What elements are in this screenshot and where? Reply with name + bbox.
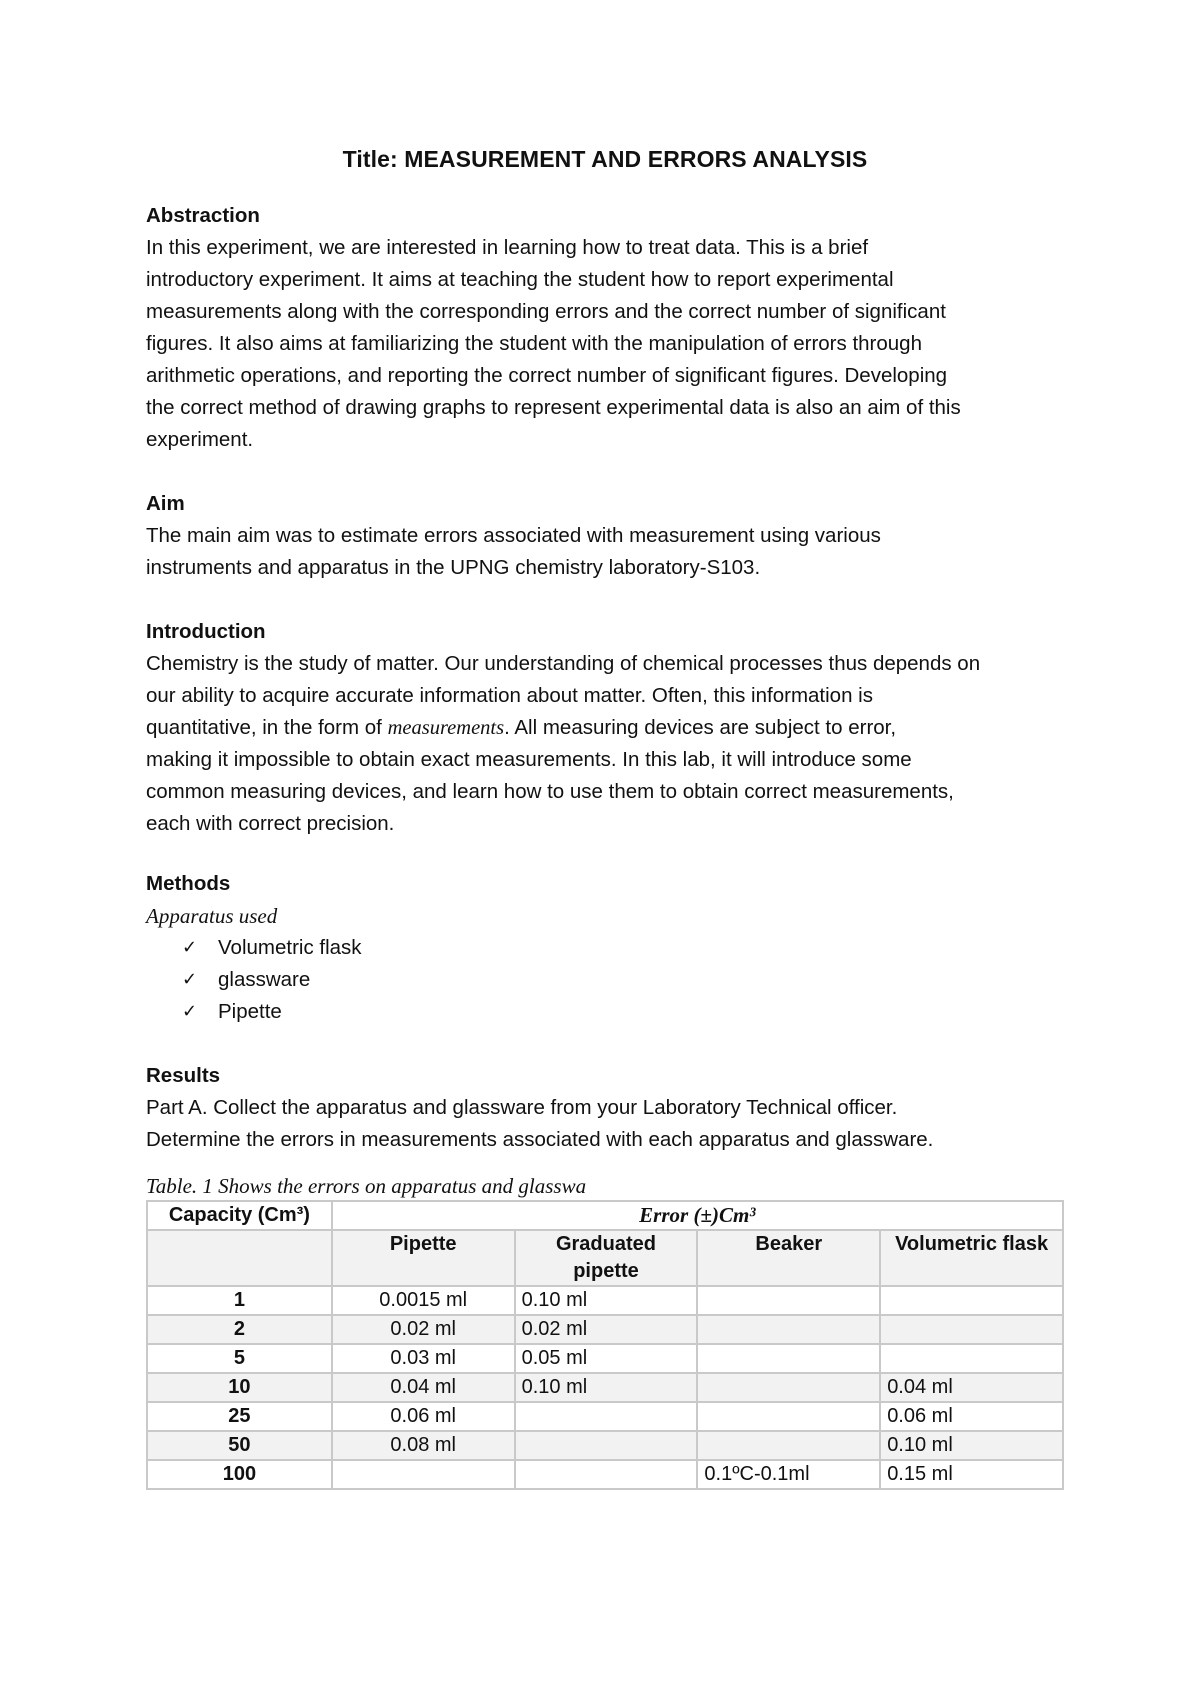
table-subheader-row — [147, 1230, 1063, 1286]
table-row — [147, 1402, 1063, 1431]
results-line: Determine the errors in measurements associated with each apparatus and glassware. — [146, 1128, 934, 1151]
table-row — [147, 1344, 1063, 1373]
introduction-line — [146, 712, 1064, 744]
table-row — [147, 1373, 1063, 1402]
volumetric-cell — [880, 1344, 1063, 1373]
list-item: ✓ Volumetric flask — [182, 932, 1064, 964]
pipette-cell: 0.02 ml — [332, 1315, 515, 1344]
error-header: Error (±)Cm³ — [332, 1201, 1063, 1230]
checkmark-icon: ✓ — [182, 1001, 198, 1022]
introduction-emphasis: measurements — [387, 717, 505, 739]
capacity-header: Capacity (Cm³) — [147, 1201, 332, 1230]
volumetric-cell: 0.10 ml — [880, 1431, 1063, 1460]
beaker-cell — [697, 1344, 880, 1373]
table-header-row — [147, 1201, 1063, 1230]
table-row — [147, 1315, 1063, 1344]
beaker-cell — [697, 1431, 880, 1460]
graduated-cell — [515, 1431, 698, 1460]
list-item: ✓ glassware — [182, 964, 1064, 996]
aim-heading: Aim — [146, 492, 185, 515]
introduction-line: common measuring devices, and learn how to use them to obtain correct measurements, — [146, 780, 954, 803]
beaker-cell: 0.1ºC-0.1ml — [697, 1460, 880, 1489]
results-line: Part A. Collect the apparatus and glassware from your Laboratory Technical officer. — [146, 1096, 898, 1119]
methods-section — [146, 868, 1064, 1028]
capacity-cell: 1 — [147, 1286, 332, 1315]
graduated-cell: 0.10 ml — [515, 1286, 698, 1315]
beaker-cell — [697, 1402, 880, 1431]
results-section — [146, 1060, 1064, 1156]
abstraction-line: arithmetic operations, and reporting the correct number of significant figures. Developing — [146, 364, 948, 387]
results-heading: Results — [146, 1064, 221, 1087]
aim-line: The main aim was to estimate errors associated with measurement using various — [146, 524, 881, 547]
abstraction-heading: Abstraction — [146, 204, 260, 227]
capacity-cell: 100 — [147, 1460, 332, 1489]
introduction-section — [146, 616, 1064, 840]
volumetric-cell: 0.15 ml — [880, 1460, 1063, 1489]
pipette-cell: 0.08 ml — [332, 1431, 515, 1460]
page-title: Title: MEASUREMENT AND ERRORS ANALYSIS — [342, 146, 868, 172]
pipette-cell — [332, 1460, 515, 1489]
graduated-cell: 0.02 ml — [515, 1315, 698, 1344]
checkmark-icon: ✓ — [182, 937, 198, 958]
capacity-cell: 50 — [147, 1431, 332, 1460]
capacity-cell: 10 — [147, 1373, 332, 1402]
beaker-cell — [697, 1373, 880, 1402]
abstraction-line: the correct method of drawing graphs to represent experimental data is also an aim of this — [146, 396, 961, 419]
capacity-cell: 2 — [147, 1315, 332, 1344]
volumetric-cell: 0.06 ml — [880, 1402, 1063, 1431]
volumetric-cell: 0.04 ml — [880, 1373, 1063, 1402]
pipette-cell: 0.0015 ml — [332, 1286, 515, 1315]
volumetric-cell — [880, 1286, 1063, 1315]
introduction-text: quantitative, in the form of — [146, 716, 388, 739]
introduction-line: Chemistry is the study of matter. Our understanding of chemical processes thus depends on — [146, 652, 981, 675]
list-item: ✓ Pipette — [182, 996, 1064, 1028]
pipette-cell: 0.03 ml — [332, 1344, 515, 1373]
volumetric-cell — [880, 1315, 1063, 1344]
abstraction-line: measurements along with the corresponding errors and the correct number of significant — [146, 300, 946, 323]
abstraction-line: In this experiment, we are interested in learning how to treat data. This is a brief — [146, 236, 869, 259]
errors-table — [146, 1200, 1064, 1490]
aim-section — [146, 488, 1064, 584]
introduction-heading: Introduction — [146, 620, 266, 643]
graduated-cell — [515, 1402, 698, 1431]
empty-cell — [147, 1230, 332, 1286]
table-row — [147, 1431, 1063, 1460]
checkmark-icon: ✓ — [182, 969, 198, 990]
column-header-pipette: Pipette — [332, 1230, 515, 1286]
beaker-cell — [697, 1315, 880, 1344]
introduction-line: making it impossible to obtain exact measurements. In this lab, it will introduce some — [146, 748, 912, 771]
abstraction-line: experiment. — [146, 428, 254, 451]
graduated-cell — [515, 1460, 698, 1489]
apparatus-subheading: Apparatus used — [146, 904, 278, 928]
aim-line: instruments and apparatus in the UPNG chemistry laboratory-S103. — [146, 556, 761, 579]
introduction-line: our ability to acquire accurate information about matter. Often, this information is — [146, 684, 873, 707]
apparatus-list — [146, 932, 1064, 1028]
methods-heading: Methods — [146, 872, 231, 895]
table-row — [147, 1286, 1063, 1315]
pipette-cell: 0.06 ml — [332, 1402, 515, 1431]
abstraction-line: figures. It also aims at familiarizing the student with the manipulation of errors through — [146, 332, 922, 355]
capacity-cell: 5 — [147, 1344, 332, 1373]
pipette-cell: 0.04 ml — [332, 1373, 515, 1402]
table-row — [147, 1460, 1063, 1489]
column-header-beaker: Beaker — [697, 1230, 880, 1286]
introduction-line: each with correct precision. — [146, 812, 395, 835]
graduated-cell: 0.05 ml — [515, 1344, 698, 1373]
column-header-graduated-pipette: Graduated pipette — [515, 1230, 698, 1286]
table-caption: Table. 1 Shows the errors on apparatus and glasswa — [146, 1174, 587, 1198]
beaker-cell — [697, 1286, 880, 1315]
introduction-text: . All measuring devices are subject to error, — [504, 716, 897, 739]
abstraction-line: introductory experiment. It aims at teaching the student how to report experimental — [146, 268, 894, 291]
abstraction-section — [146, 200, 1064, 456]
capacity-cell: 25 — [147, 1402, 332, 1431]
graduated-cell: 0.10 ml — [515, 1373, 698, 1402]
column-header-volumetric-flask: Volumetric flask — [880, 1230, 1063, 1286]
